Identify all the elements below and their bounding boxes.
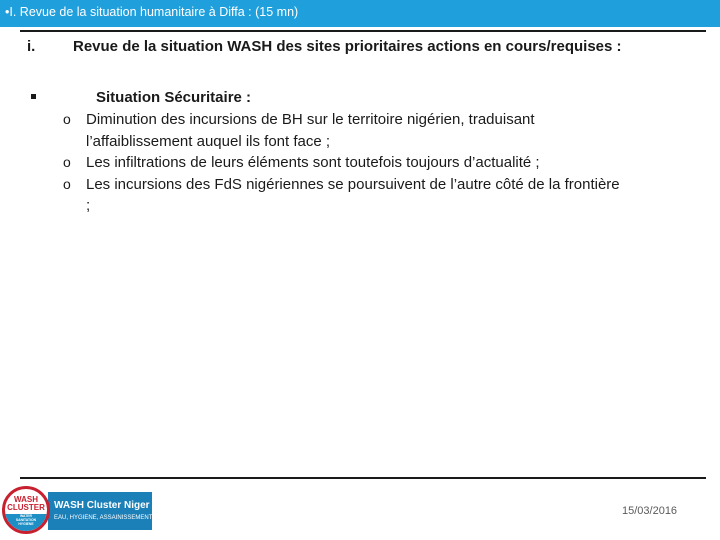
slide-date: 15/03/2016 [622, 505, 678, 517]
list-item [63, 109, 623, 152]
section-number: i. [27, 38, 36, 55]
wash-cluster-logo [2, 486, 152, 536]
list-item-text: Diminution des incursions de BH sur le territoire nigérien, traduisant l’affaiblissement auquel ils font face ; [86, 111, 535, 150]
logo-emblem-small-2: SANITATION [15, 518, 37, 522]
bottom-divider [20, 477, 706, 479]
slide-title: •I. Revue de la situation humanitaire à Diffa : (15 mn) [5, 5, 299, 19]
bullet-list [63, 109, 623, 217]
square-bullet-icon [31, 94, 36, 99]
logo-emblem-small-1: WATER [20, 514, 32, 518]
logo-emblem-small-3: HYGIENE [18, 522, 34, 526]
list-item [63, 174, 623, 217]
list-item-text: Les incursions des FdS nigériennes se poursuivent de l’autre côté de la frontière ; [86, 175, 620, 214]
logo-emblem-band [5, 514, 47, 531]
logo-emblem-icon [2, 486, 50, 534]
top-divider [20, 30, 706, 32]
logo-banner-title: WASH Cluster Niger [54, 500, 150, 511]
logo-emblem-line2: CLUSTER [7, 503, 45, 512]
circle-bullet-icon: o [63, 154, 71, 170]
subsection-title: Situation Sécuritaire : [96, 89, 252, 106]
circle-bullet-icon: o [63, 175, 71, 192]
logo-banner [48, 492, 152, 530]
logo-emblem-line1: WASH [14, 495, 38, 504]
section-title: Revue de la situation WASH des sites prioritaires actions en cours/requises : [73, 38, 622, 55]
title-bar [0, 0, 720, 27]
list-item [63, 152, 623, 174]
logo-banner-subtitle: EAU, HYGIENE, ASSAINISSEMENT [54, 515, 153, 521]
circle-bullet-icon: o [63, 111, 71, 127]
list-item-text: Les infiltrations de leurs éléments sont toutefois toujours d’actualité ; [86, 154, 540, 171]
